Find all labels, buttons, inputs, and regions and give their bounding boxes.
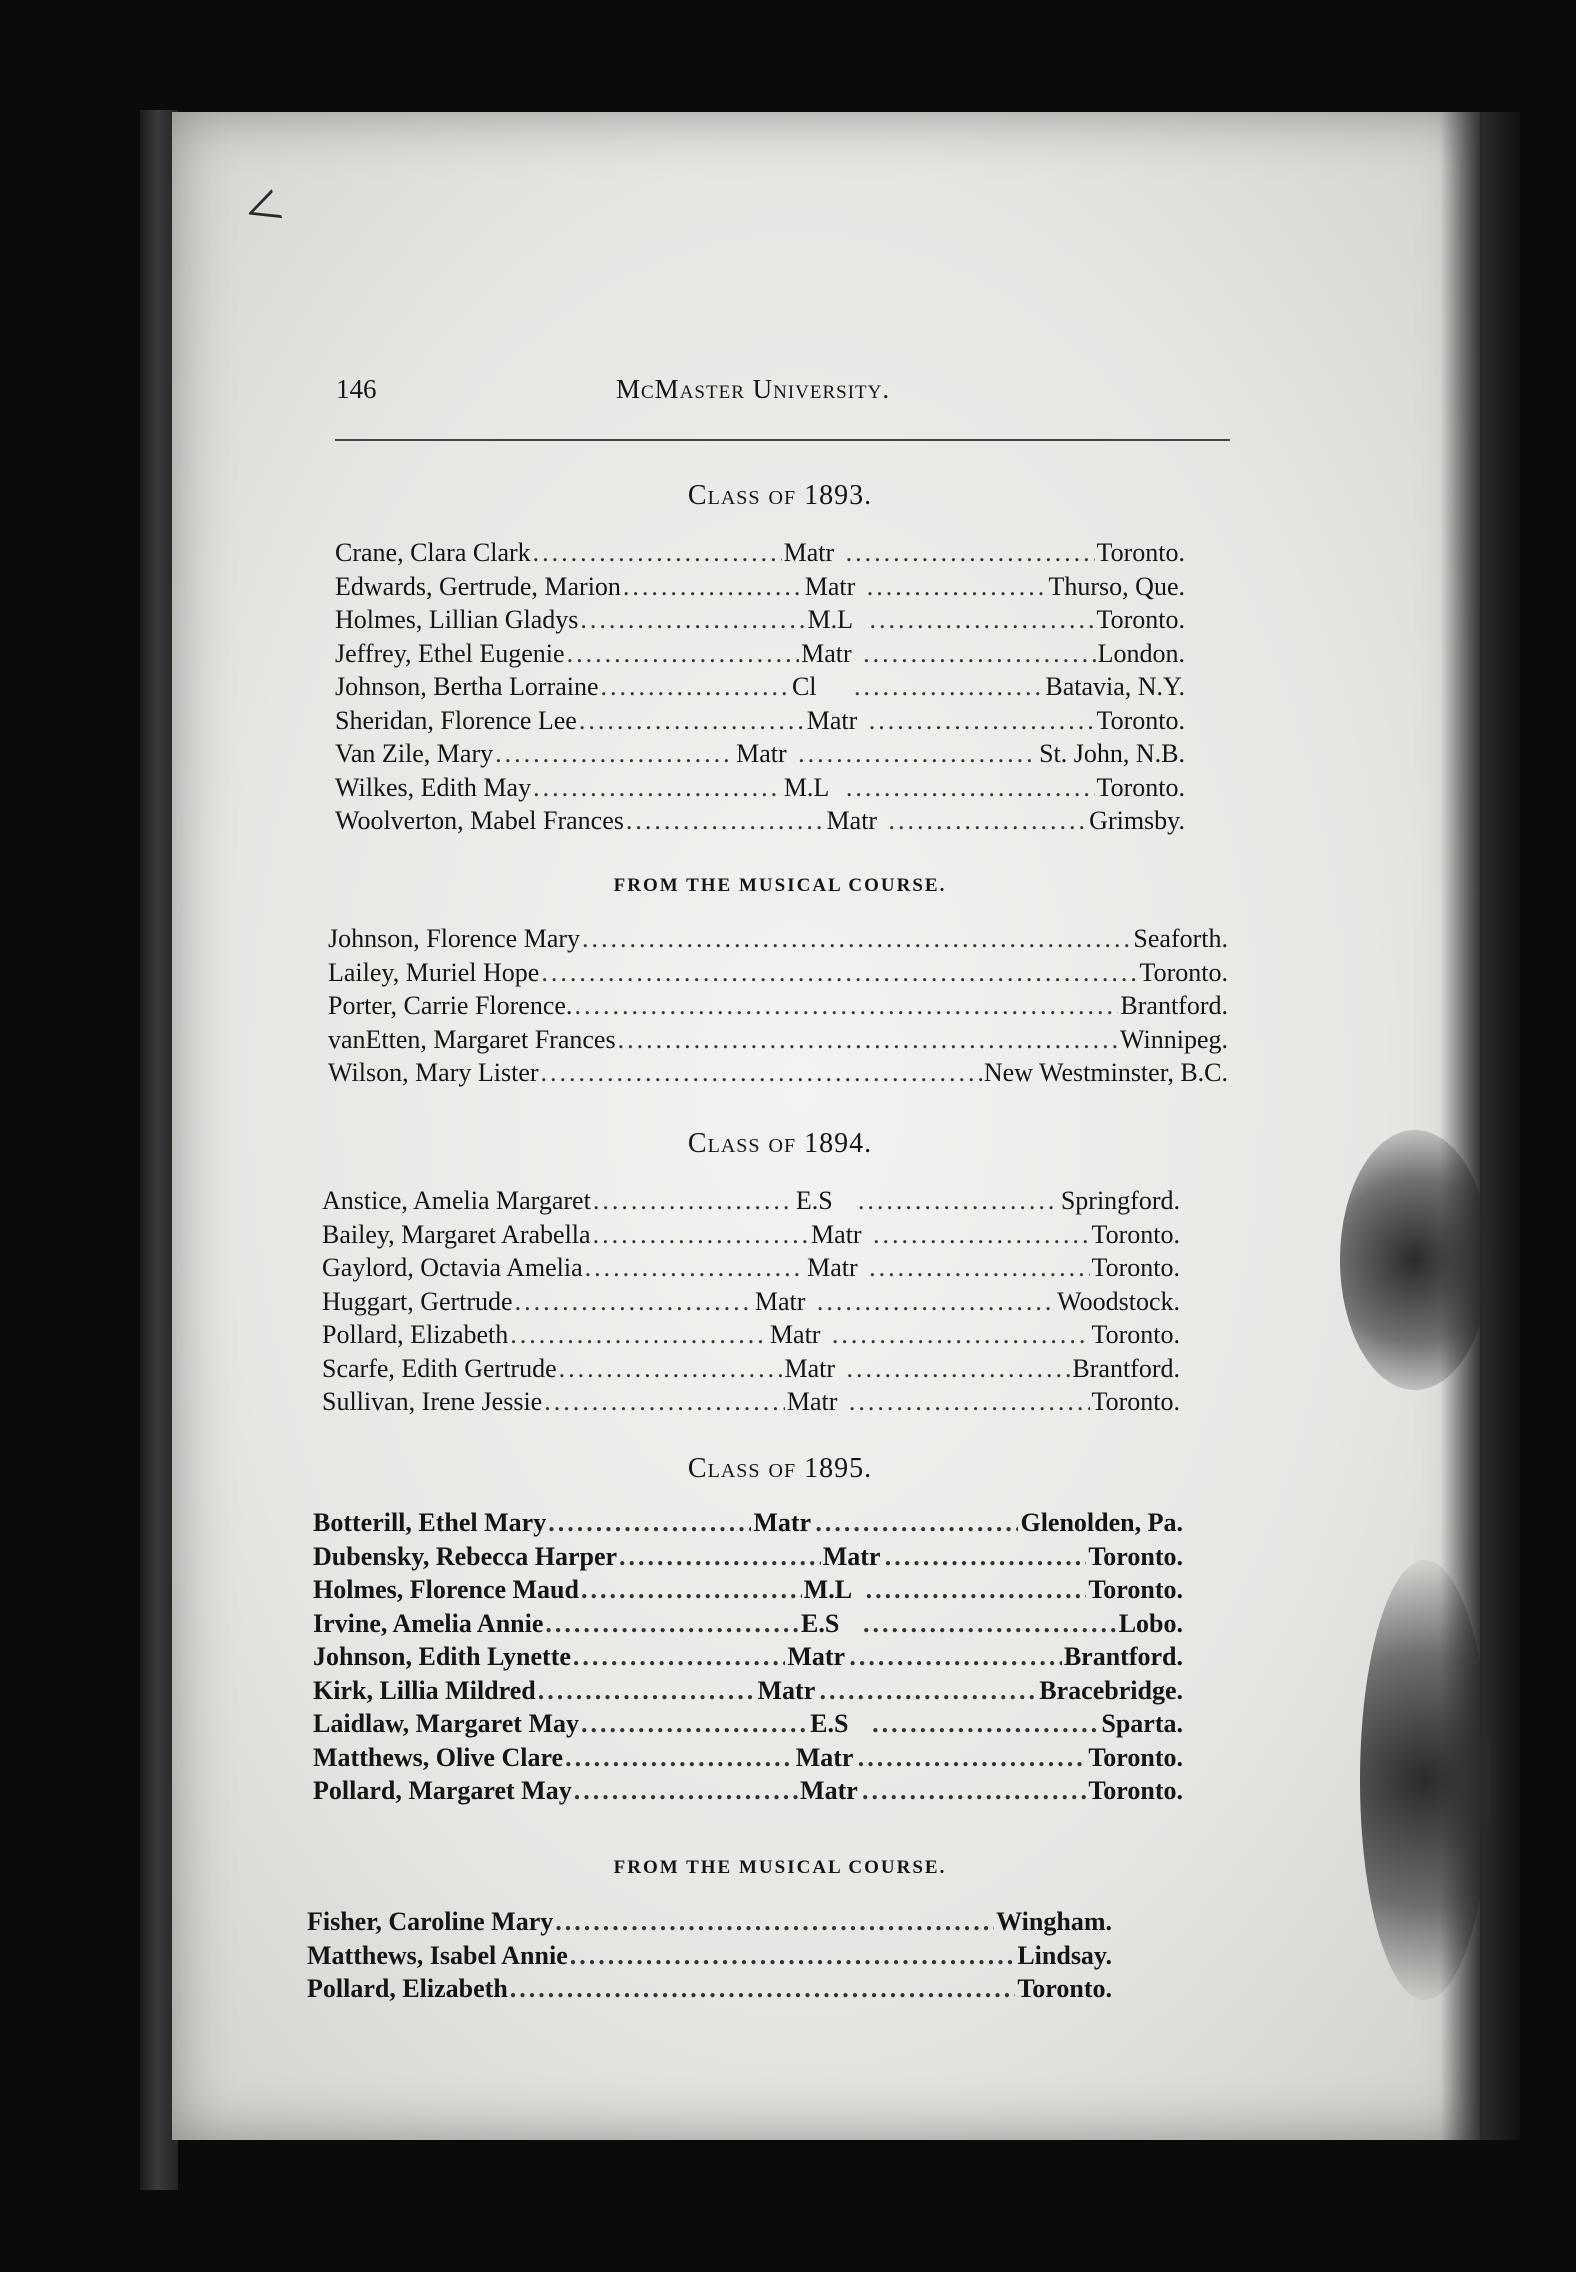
hometown: Toronto. — [1017, 1974, 1112, 2003]
roster-musical-1895 — [307, 1907, 1112, 2008]
dot-leader — [798, 739, 1037, 769]
roster-entry — [328, 1058, 1228, 1092]
hometown: Toronto. — [1088, 1575, 1183, 1604]
course-code: Matr — [787, 1642, 846, 1671]
course-code: Matr — [786, 1387, 838, 1416]
hometown: London. — [1097, 638, 1185, 668]
page-number: 146 — [336, 374, 377, 404]
hometown: Grimsby. — [1089, 806, 1185, 835]
course-code: E.S — [810, 1709, 849, 1738]
course-code: Matr — [806, 705, 858, 735]
dot-leader — [544, 1387, 785, 1417]
dot-leader — [847, 1354, 1071, 1384]
dot-leader — [872, 1709, 1099, 1739]
student-name: Matthews, Isabel Annie — [307, 1940, 568, 1970]
dot-leader — [849, 1387, 1090, 1417]
dot-leader — [555, 1907, 994, 1937]
course-code: M.L — [807, 605, 853, 634]
dot-leader — [574, 991, 1118, 1021]
hometown: Lobo. — [1118, 1608, 1183, 1638]
student-name: Johnson, Florence Mary — [328, 924, 581, 953]
dot-leader — [510, 1974, 1016, 2004]
roster-class-1895 — [313, 1508, 1183, 1810]
hometown: Toronto. — [1091, 1253, 1180, 1282]
roster-entry — [322, 1253, 1180, 1287]
course-code: E.S — [801, 1608, 840, 1638]
roster-class-1894 — [322, 1186, 1180, 1421]
dot-leader — [866, 1575, 1087, 1605]
course-code: M.L — [803, 1575, 853, 1604]
section-heading-class-1894: Class of 1894. — [687, 1128, 873, 1159]
hometown: Springford. — [1060, 1186, 1180, 1215]
dot-leader — [593, 1220, 809, 1250]
roster-entry — [313, 1508, 1183, 1542]
course-code: Matr — [826, 806, 878, 835]
hometown: Brantford. — [1072, 1353, 1180, 1383]
dot-leader — [582, 924, 1131, 954]
roster-entry — [313, 1642, 1183, 1676]
roster-entry — [313, 1575, 1183, 1609]
dot-leader — [873, 1220, 1089, 1250]
hometown: Toronto. — [1096, 705, 1185, 735]
student-name: Lailey, Muriel Hope — [328, 957, 540, 987]
course-code: Matr — [753, 1508, 812, 1537]
roster-entry — [335, 806, 1185, 840]
student-name: Crane, Clara Clark — [335, 538, 531, 567]
subsection-heading-musical-1895: FROM THE MUSICAL COURSE. — [613, 1857, 947, 1878]
student-name: Wilkes, Edith May — [335, 772, 532, 802]
dot-leader — [815, 1508, 1018, 1538]
dot-leader — [619, 1542, 821, 1572]
dot-leader — [567, 639, 800, 669]
student-name: Pollard, Margaret May — [313, 1776, 572, 1805]
course-code: Cl — [791, 672, 817, 701]
dot-leader — [623, 572, 803, 602]
roster-entry — [313, 1776, 1183, 1810]
roster-entry — [335, 672, 1185, 706]
roster-entry — [313, 1709, 1183, 1743]
dot-leader — [585, 1253, 805, 1283]
dot-leader — [869, 1253, 1089, 1283]
scanned-page — [172, 112, 1480, 2140]
dot-leader — [626, 806, 825, 836]
hometown: Toronto. — [1091, 1219, 1180, 1249]
student-name: Johnson, Edith Lynette — [313, 1642, 571, 1671]
dot-leader — [515, 1287, 753, 1317]
hometown: Sparta. — [1101, 1709, 1183, 1738]
dot-leader — [565, 1743, 794, 1773]
roster-entry — [335, 739, 1185, 773]
hometown: Wingham. — [996, 1907, 1112, 1936]
dot-leader — [573, 1642, 785, 1672]
dot-leader — [867, 572, 1047, 602]
dot-leader — [846, 538, 1095, 568]
hometown: St. John, N.B. — [1039, 739, 1185, 768]
dot-leader — [533, 538, 782, 568]
student-name: Matthews, Olive Clare — [313, 1742, 564, 1772]
roster-entry — [307, 1941, 1112, 1975]
hometown: Thurso, Que. — [1048, 571, 1185, 601]
dot-leader — [846, 773, 1095, 803]
roster-entry — [307, 1974, 1112, 2008]
hometown: Seaforth. — [1133, 924, 1228, 953]
student-name: Porter, Carrie Florence. — [328, 991, 573, 1020]
student-name: Huggart, Gertrude — [322, 1286, 513, 1316]
student-name: Dubensky, Rebecca Harper — [313, 1541, 618, 1571]
roster-entry — [322, 1354, 1180, 1388]
student-name: Irvine, Amelia Annie — [313, 1608, 544, 1638]
dot-leader — [863, 1609, 1117, 1639]
course-code: Matr — [769, 1320, 821, 1349]
hometown: Brantford. — [1063, 1642, 1183, 1671]
hometown: Toronto. — [1091, 1320, 1180, 1349]
dot-leader — [533, 773, 782, 803]
student-name: Bailey, Margaret Arabella — [322, 1219, 591, 1249]
student-name: Holmes, Lillian Gladys — [335, 605, 579, 634]
hometown: Toronto. — [1088, 1541, 1183, 1571]
dot-leader — [538, 1676, 756, 1706]
roster-entry — [328, 991, 1228, 1025]
student-name: Anstice, Amelia Margaret — [322, 1186, 591, 1215]
student-name: Woolverton, Mabel Frances — [335, 806, 624, 835]
student-name: vanEtten, Margaret Frances — [328, 1024, 616, 1054]
roster-entry — [328, 1025, 1228, 1059]
dot-leader — [495, 739, 734, 769]
student-name: Johnson, Bertha Lorraine — [335, 672, 599, 701]
hometown: Batavia, N.Y. — [1045, 672, 1185, 701]
dot-leader — [858, 1743, 1087, 1773]
student-name: Sullivan, Irene Jessie — [322, 1387, 543, 1416]
dot-leader — [545, 1609, 799, 1639]
ink-stain — [1360, 1560, 1490, 2000]
hometown: New Westminster, B.C. — [983, 1058, 1228, 1087]
course-code: Matr — [784, 1353, 836, 1383]
roster-entry — [313, 1743, 1183, 1777]
hometown: Toronto. — [1096, 605, 1185, 634]
hometown: Toronto. — [1096, 538, 1185, 567]
hometown: Toronto. — [1091, 1387, 1180, 1416]
dot-leader — [862, 1776, 1086, 1806]
course-code: Matr — [811, 1219, 862, 1249]
roster-entry — [322, 1320, 1180, 1354]
course-code: Matr — [807, 1253, 858, 1282]
hometown: Winnipeg. — [1120, 1024, 1228, 1054]
pencil-mark: < — [233, 168, 292, 249]
roster-musical-1893 — [328, 924, 1228, 1092]
roster-entry — [322, 1186, 1180, 1220]
student-name: Scarfe, Edith Gertrude — [322, 1353, 557, 1383]
dot-leader — [510, 1320, 768, 1350]
hometown: Lindsay. — [1017, 1940, 1112, 1970]
dot-leader — [548, 1508, 751, 1538]
roster-entry — [313, 1676, 1183, 1710]
roster-entry — [322, 1287, 1180, 1321]
hometown: Brantford. — [1120, 991, 1228, 1020]
course-code: Matr — [795, 1742, 854, 1772]
dot-leader — [832, 1320, 1090, 1350]
dot-leader — [580, 605, 805, 635]
student-name: Holmes, Florence Maud — [313, 1575, 579, 1604]
student-name: Kirk, Lillia Mildred — [313, 1675, 536, 1705]
hometown: Toronto. — [1139, 957, 1228, 987]
dot-leader — [559, 1354, 783, 1384]
dot-leader — [820, 1676, 1038, 1706]
roster-entry — [335, 538, 1185, 572]
student-name: Van Zile, Mary — [335, 739, 494, 768]
roster-entry — [307, 1907, 1112, 1941]
dot-leader — [817, 1287, 1055, 1317]
course-code: Matr — [754, 1286, 806, 1316]
roster-entry — [335, 706, 1185, 740]
hometown: Toronto. — [1088, 1742, 1183, 1772]
dot-leader — [601, 672, 790, 702]
dot-leader — [570, 1941, 1016, 1971]
dot-leader — [889, 806, 1088, 836]
student-name: Jeffrey, Ethel Eugenie — [335, 638, 565, 668]
course-code: Matr — [757, 1675, 816, 1705]
dot-leader — [541, 958, 1137, 988]
roster-entry — [322, 1387, 1180, 1421]
roster-entry — [328, 958, 1228, 992]
roster-entry — [335, 572, 1185, 606]
roster-entry — [335, 773, 1185, 807]
roster-entry — [322, 1220, 1180, 1254]
dot-leader — [869, 605, 1094, 635]
hometown: Bracebridge. — [1039, 1675, 1183, 1705]
student-name: Fisher, Caroline Mary — [307, 1907, 554, 1936]
running-head — [330, 370, 1230, 416]
course-code: Matr — [736, 739, 787, 768]
dot-leader — [858, 1186, 1059, 1216]
section-heading-class-1893: Class of 1893. — [687, 480, 873, 511]
dot-leader — [618, 1025, 1118, 1055]
roster-class-1893 — [335, 538, 1185, 840]
hometown: Toronto. — [1088, 1776, 1183, 1805]
roster-entry — [328, 924, 1228, 958]
course-code: Matr — [800, 1776, 858, 1805]
dot-leader — [574, 1776, 798, 1806]
student-name: Gaylord, Octavia Amelia — [322, 1253, 583, 1282]
roster-entry — [313, 1609, 1183, 1643]
hometown: Woodstock. — [1057, 1286, 1180, 1316]
dot-leader — [854, 672, 1043, 702]
student-name: Sheridan, Florence Lee — [335, 705, 577, 735]
dot-leader — [581, 1575, 802, 1605]
dot-leader — [593, 1186, 794, 1216]
dot-leader — [579, 706, 805, 736]
course-code: Matr — [822, 1541, 881, 1571]
roster-entry — [313, 1542, 1183, 1576]
course-code: E.S — [795, 1186, 833, 1215]
dot-leader — [885, 1542, 1087, 1572]
header-rule — [335, 439, 1230, 441]
dot-leader — [863, 639, 1096, 669]
running-title: McMaster University. — [616, 374, 891, 404]
dot-leader — [541, 1058, 982, 1088]
student-name: Botterill, Ethel Mary — [313, 1508, 547, 1537]
course-code: Matr — [783, 538, 835, 567]
hometown: Toronto. — [1096, 772, 1185, 802]
course-code: Matr — [804, 571, 856, 601]
dot-leader — [849, 1642, 1061, 1672]
student-name: Laidlaw, Margaret May — [313, 1709, 579, 1738]
student-name: Pollard, Elizabeth — [307, 1974, 508, 2003]
dot-leader — [869, 706, 1095, 736]
dot-leader — [581, 1709, 808, 1739]
course-code: M.L — [783, 772, 830, 802]
student-name: Wilson, Mary Lister — [328, 1058, 539, 1087]
subsection-heading-musical-1893: FROM THE MUSICAL COURSE. — [613, 875, 947, 896]
roster-entry — [335, 639, 1185, 673]
student-name: Edwards, Gertrude, Marion — [335, 571, 621, 601]
student-name: Pollard, Elizabeth — [322, 1320, 509, 1349]
section-heading-class-1895: Class of 1895. — [687, 1453, 873, 1484]
course-code: Matr — [801, 638, 852, 668]
ink-stain — [1340, 1130, 1490, 1390]
roster-entry — [335, 605, 1185, 639]
hometown: Glenolden, Pa. — [1020, 1508, 1183, 1537]
